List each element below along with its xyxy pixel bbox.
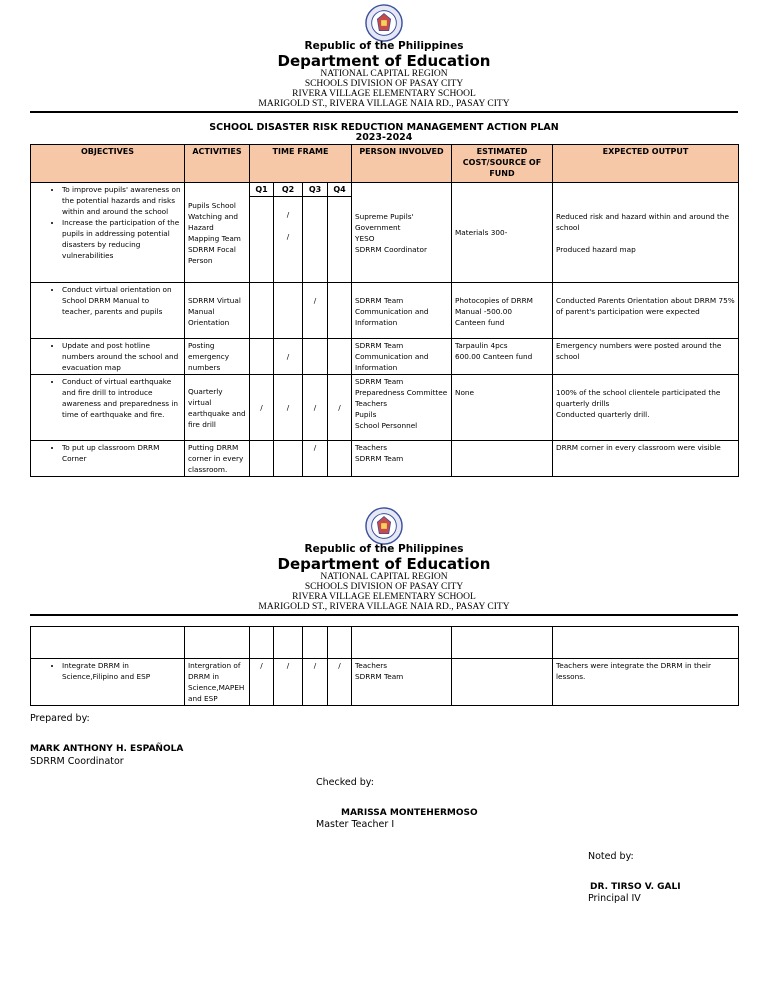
table-row xyxy=(31,659,739,706)
q1-mark xyxy=(250,339,274,375)
output-text: Produced hazard map xyxy=(556,244,636,254)
q3-mark: / xyxy=(303,283,328,339)
q2-mark xyxy=(274,441,303,477)
q3-mark xyxy=(303,339,328,375)
header-time-frame: TIME FRAME xyxy=(250,145,352,183)
objectives-cell xyxy=(31,441,185,477)
division-label: SCHOOLS DIVISION OF PASAY CITY xyxy=(304,79,464,89)
objective-item: • Integrate DRRM in Science,Filipino and ESP xyxy=(62,660,181,682)
school-label: RIVERA VILLAGE ELEMENTARY SCHOOL xyxy=(292,592,476,602)
q1-mark xyxy=(250,197,274,283)
objectives-cell xyxy=(31,183,185,283)
noted-by-title: Principal IV xyxy=(588,893,641,904)
table-row-empty xyxy=(31,627,739,659)
header-expected-output: EXPECTED OUTPUT xyxy=(553,145,739,183)
activity-cell: Putting DRRM corner in every classroom. xyxy=(185,441,250,477)
cost-cell: Materials 300- xyxy=(452,183,553,283)
department-title: Department of Education xyxy=(277,555,491,573)
q1-mark xyxy=(250,441,274,477)
output-cell: DRRM corner in every classroom were visible xyxy=(553,441,739,477)
persons-cell: Supreme Pupils' Government YESO SDRRM Coordinator xyxy=(352,183,452,283)
activity-cell: Quarterly virtual earthquake and fire drill xyxy=(185,375,250,441)
persons-cell: Teachers SDRRM Team xyxy=(352,441,452,477)
q1-mark: / xyxy=(250,375,274,441)
objective-item: • To improve pupils' awareness on the potential hazards and risks within and around the school xyxy=(62,184,181,217)
objective-item: • Conduct virtual orientation on School DRRM Manual to teacher, parents and pupils xyxy=(62,284,181,317)
objective-item: • To put up classroom DRRM Corner xyxy=(62,442,181,464)
q3-mark: / xyxy=(303,659,328,706)
header-person-involved: PERSON INVOLVED xyxy=(352,145,452,183)
q2-mark: / xyxy=(274,659,303,706)
table-row xyxy=(31,283,739,339)
republic-label: Republic of the Philippines xyxy=(304,543,464,555)
persons-cell: SDRRM Team Communication and Information xyxy=(352,339,452,375)
header-divider xyxy=(30,111,738,113)
quarter-q4-label: Q4 xyxy=(328,183,352,197)
division-label: SCHOOLS DIVISION OF PASAY CITY xyxy=(304,582,464,592)
header-cost: ESTIMATED COST/SOURCE OF FUND xyxy=(452,145,553,183)
cost-cell xyxy=(452,659,553,706)
q4-mark xyxy=(328,441,352,477)
header-objectives: OBJECTIVES xyxy=(31,145,185,183)
activity-cell: Posting emergency numbers xyxy=(185,339,250,375)
plan-year: 2023-2024 xyxy=(355,132,413,143)
action-plan-table xyxy=(30,144,739,477)
activity-cell: Pupils School Watching and Hazard Mapping Team SDRRM Focal Person xyxy=(185,183,250,283)
cost-cell xyxy=(452,441,553,477)
q2-mark: / / xyxy=(274,197,303,283)
republic-label: Republic of the Philippines xyxy=(304,40,464,52)
header-activities: ACTIVITIES xyxy=(185,145,250,183)
cost-cell: Tarpaulin 4pcs 600.00 Canteen fund xyxy=(452,339,553,375)
checked-by-label: Checked by: xyxy=(316,777,374,788)
persons-cell: SDRRM Team Communication and Information xyxy=(352,283,452,339)
q2-mark xyxy=(274,283,303,339)
quarter-q1-label: Q1 xyxy=(250,183,274,197)
output-cell: Teachers were integrate the DRRM in their lessons. xyxy=(553,659,739,706)
objectives-cell xyxy=(31,283,185,339)
quarter-q2-label: Q2 xyxy=(274,183,303,197)
address-label: MARIGOLD ST., RIVERA VILLAGE NAIA RD., PASAY CITY xyxy=(258,602,510,612)
q4-mark xyxy=(328,283,352,339)
q4-mark xyxy=(328,339,352,375)
plan-title: SCHOOL DISASTER RISK REDUCTION MANAGEMENT ACTION PLAN xyxy=(209,122,559,133)
output-cell: 100% of the school clientele participated the quarterly drills Conducted quarterly drill. xyxy=(553,375,739,441)
output-text: Reduced risk and hazard within and around the school xyxy=(556,211,730,232)
objectives-cell xyxy=(31,659,185,706)
prepared-by-label: Prepared by: xyxy=(30,713,90,724)
table-row xyxy=(31,441,739,477)
objective-item: • Conduct of virtual earthquake and fire drill to introduce awareness and preparedness in time of earthquake and fire. xyxy=(62,376,181,420)
prepared-by-title: SDRRM Coordinator xyxy=(30,756,124,767)
table-row xyxy=(31,375,739,441)
q3-mark: / xyxy=(303,375,328,441)
school-label: RIVERA VILLAGE ELEMENTARY SCHOOL xyxy=(292,89,476,99)
activity-cell: Intergration of DRRM in Science,MAPEH and ESP xyxy=(185,659,250,706)
q4-mark xyxy=(328,197,352,283)
deped-seal-icon xyxy=(365,4,403,42)
checked-by-name: MARISSA MONTEHERMOSO xyxy=(341,808,478,818)
checked-by-title: Master Teacher I xyxy=(316,819,395,830)
table-row xyxy=(31,183,739,197)
noted-by-name: DR. TIRSO V. GALI xyxy=(590,882,681,892)
persons-cell: SDRRM Team Preparedness Committee Teachers Pupils School Personnel xyxy=(352,375,452,441)
quarter-q3-label: Q3 xyxy=(303,183,328,197)
activity-cell: SDRRM Virtual Manual Orientation xyxy=(185,283,250,339)
q2-mark: / xyxy=(274,375,303,441)
action-plan-table-continued xyxy=(30,626,739,706)
prepared-by-name: MARK ANTHONY H. ESPAÑOLA xyxy=(30,744,184,754)
persons-cell: Teachers SDRRM Team xyxy=(352,659,452,706)
deped-seal-icon xyxy=(365,507,403,545)
output-cell xyxy=(553,183,739,283)
cost-cell: Photocopies of DRRM Manual -500.00 Canteen fund xyxy=(452,283,553,339)
output-cell: Emergency numbers were posted around the school xyxy=(553,339,739,375)
table-row xyxy=(31,339,739,375)
address-label: MARIGOLD ST., RIVERA VILLAGE NAIA RD., PASAY CITY xyxy=(258,99,510,109)
q4-mark: / xyxy=(328,659,352,706)
objective-item: • Increase the participation of the pupils in addressing potential disasters by reducing vulnerabilities xyxy=(62,217,181,261)
q2-mark: / xyxy=(274,339,303,375)
output-cell: Conducted Parents Orientation about DRRM 75% of parent's participation were expected xyxy=(553,283,739,339)
noted-by-label: Noted by: xyxy=(588,851,634,862)
q1-mark xyxy=(250,283,274,339)
objective-item: • Update and post hotline numbers around the school and evacuation map xyxy=(62,340,181,373)
header-divider xyxy=(30,614,738,616)
cost-cell: None xyxy=(452,375,553,441)
table-header-row xyxy=(31,145,739,183)
q4-mark: / xyxy=(328,375,352,441)
objectives-cell xyxy=(31,339,185,375)
region-label: NATIONAL CAPITAL REGION xyxy=(320,572,448,582)
objectives-cell xyxy=(31,375,185,441)
q1-mark: / xyxy=(250,659,274,706)
department-title: Department of Education xyxy=(277,52,491,70)
q3-mark: / xyxy=(303,441,328,477)
region-label: NATIONAL CAPITAL REGION xyxy=(320,69,448,79)
q3-mark xyxy=(303,197,328,283)
